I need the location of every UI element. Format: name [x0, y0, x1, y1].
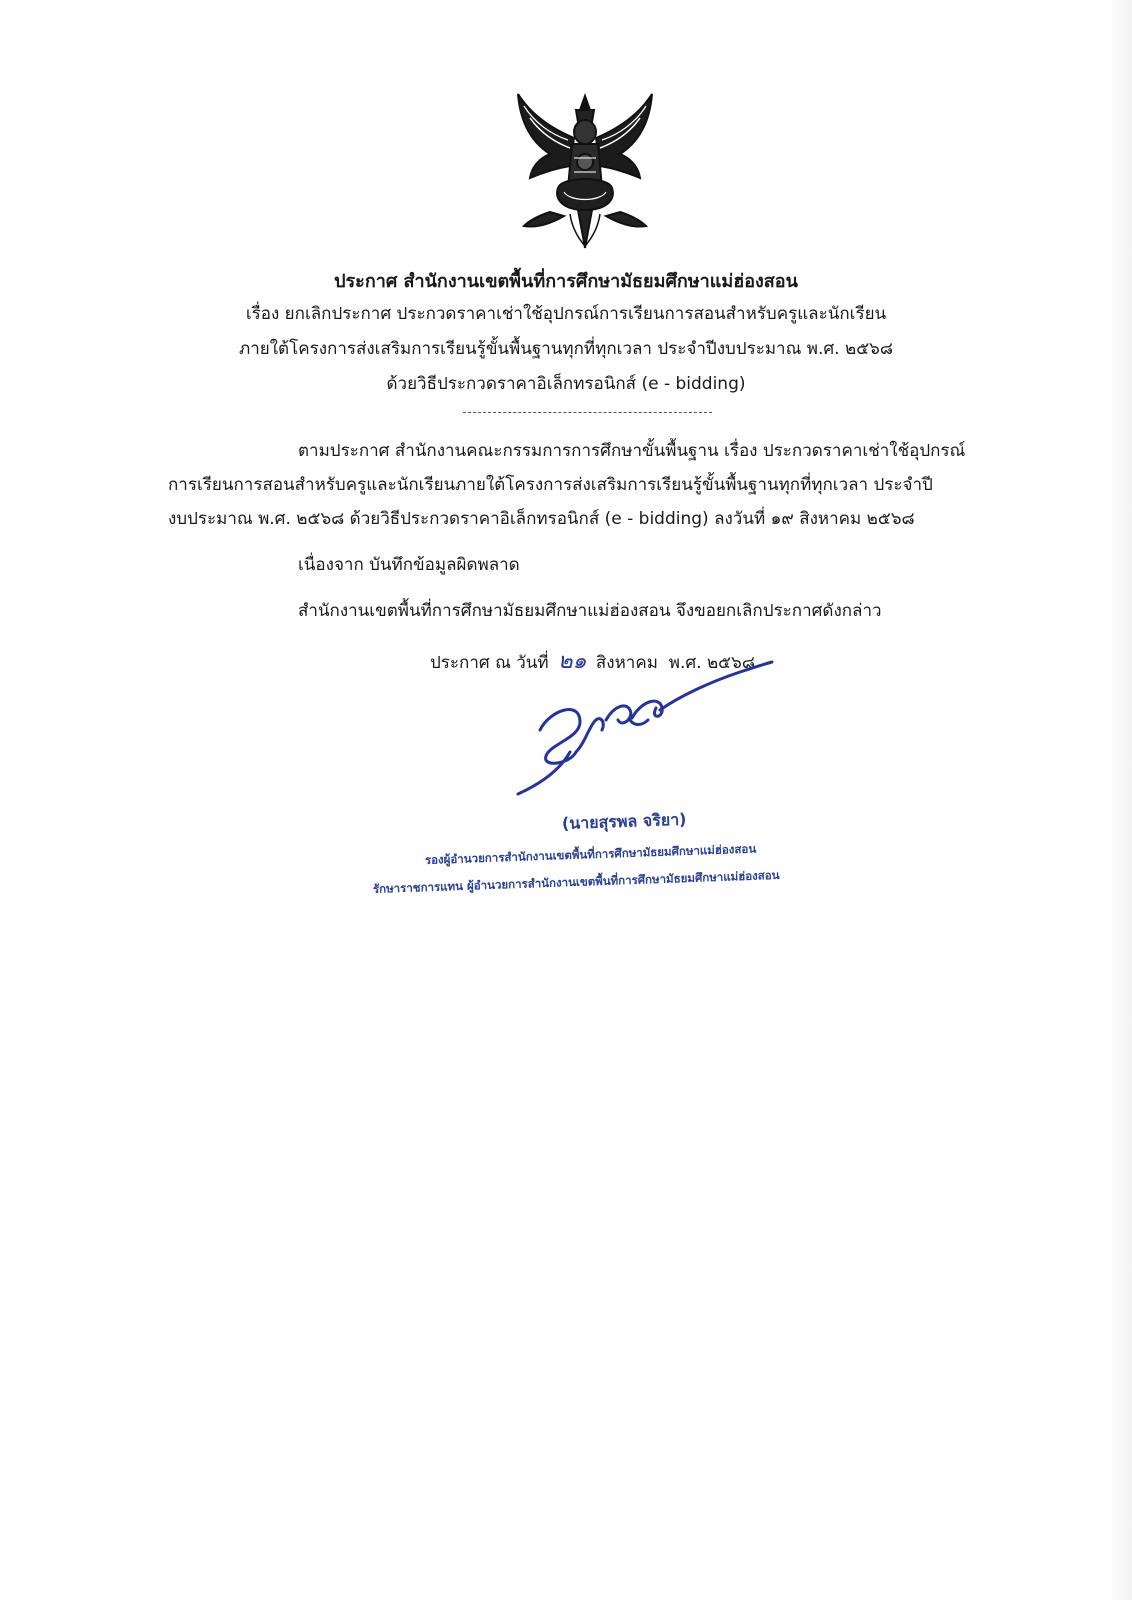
body-paragraph-line: ตามประกาศ สำนักงานคณะกรรมการการศึกษาขั้นพื้นฐาน เรื่อง ประกวดราคาเช่าใช้อุปกรณ์ [298, 441, 966, 461]
subject-line: เรื่อง ยกเลิกประกาศ ประกวดราคาเช่าใช้อุปกรณ์การเรียนการสอนสำหรับครูและนักเรียน [245, 304, 887, 324]
garuda-emblem-icon [510, 88, 660, 253]
subject-line: ภายใต้โครงการส่งเสริมการเรียนรู้ขั้นพื้นฐานทุกที่ทุกเวลา ประจำปีงบประมาณ พ.ศ. ๒๕๖๘ [239, 339, 893, 359]
date-year-label: พ.ศ. [668, 653, 702, 673]
scan-edge-shadow [1112, 0, 1132, 1600]
date-day-handwritten: ๒๑ [558, 649, 587, 674]
date-year: ๒๕๖๘ [706, 653, 755, 673]
handwritten-signature-icon [510, 660, 800, 820]
date-prefix: ประกาศ ณ วันที่ [430, 653, 549, 673]
announcement-title: ประกาศ สำนักงานเขตพื้นที่การศึกษามัธยมศึกษาแม่ฮ่องสอน [334, 271, 798, 292]
reason-paragraph: เนื่องจาก บันทึกข้อมูลผิดพลาด [298, 555, 520, 575]
date-month: สิงหาคม [595, 653, 658, 673]
signatory-name: (นายสุรพล จริยา) [561, 809, 687, 833]
subject-line: ด้วยวิธีประกวดราคาอิเล็กทรอนิกส์ (e - bidding) [386, 374, 746, 394]
body-paragraph-line: งบประมาณ พ.ศ. ๒๕๖๘ ด้วยวิธีประกวดราคาอิเล็กทรอนิกส์ (e - bidding) ลงวันที่ ๑๙ สิงหาคม ๒๕๖๘ [168, 509, 915, 529]
signatory-acting-position-stamp: รักษาราชการแทน ผู้อำนวยการสำนักงานเขตพื้นที่การศึกษามัธยมศึกษาแม่ฮ่องสอน [372, 867, 780, 896]
cancellation-paragraph: สำนักงานเขตพื้นที่การศึกษามัธยมศึกษาแม่ฮ่องสอน จึงขอยกเลิกประกาศดังกล่าว [298, 601, 882, 621]
signatory-position-stamp: รองผู้อำนวยการสำนักงานเขตพื้นที่การศึกษามัธยมศึกษาแม่ฮ่องสอน [424, 841, 757, 867]
dashed-divider [463, 412, 712, 413]
body-paragraph-line: การเรียนการสอนสำหรับครูและนักเรียนภายใต้โครงการส่งเสริมการเรียนรู้ขั้นพื้นฐานทุกที่ทุกเวลา ประจำปี [168, 475, 933, 495]
